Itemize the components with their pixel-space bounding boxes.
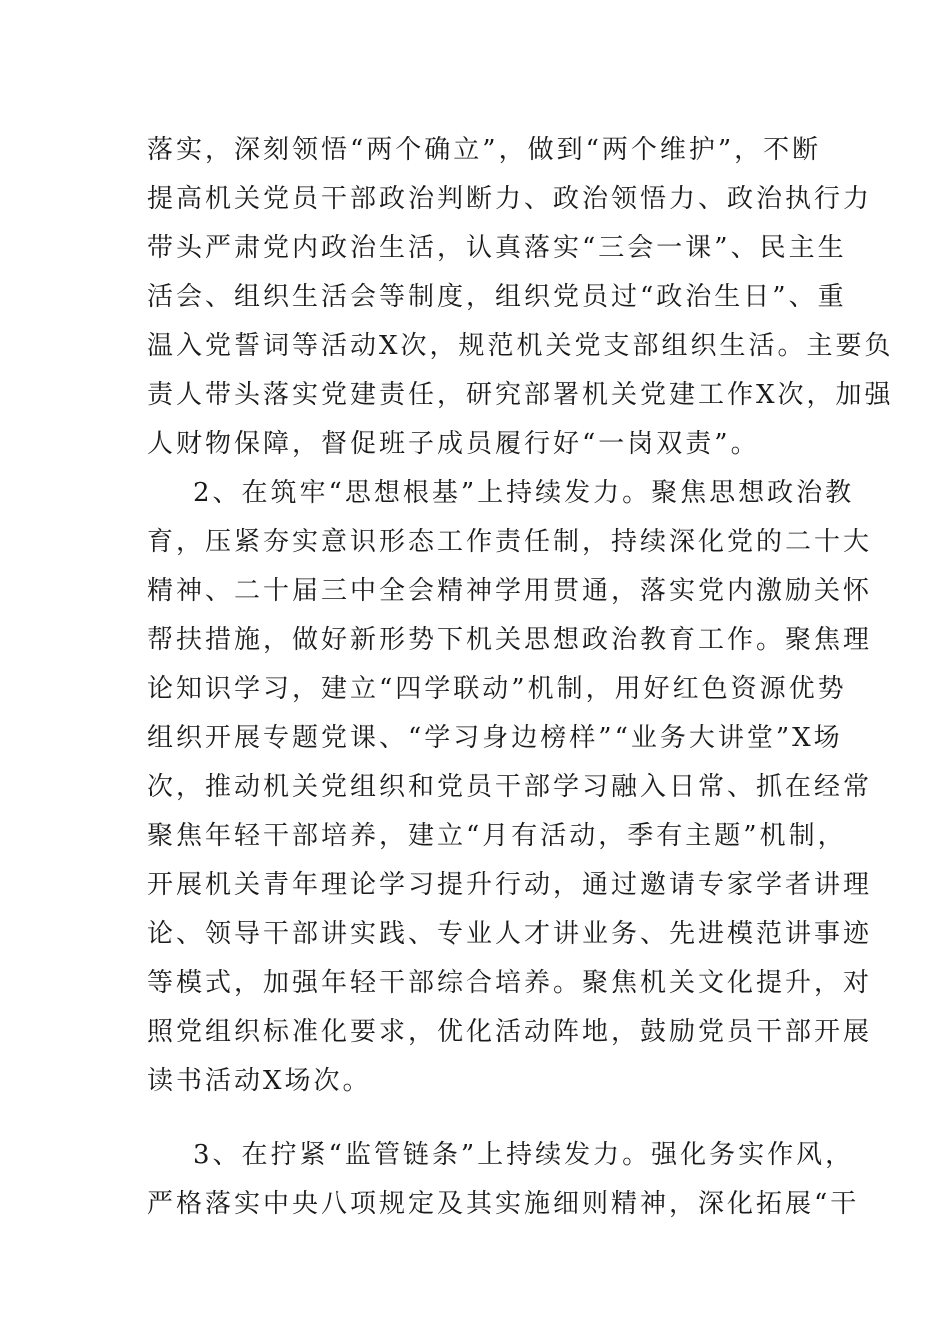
text-line: 温入党誓词等活动X次，规范机关党支部组织生活。主要负 — [147, 331, 894, 361]
text-line: 活会、组织生活会等制度，组织党员过“政治生日”、重 — [147, 282, 847, 312]
text-line: 读书活动X场次。 — [147, 1066, 372, 1096]
text-line: 论知识学习，建立“四学联动”机制，用好红色资源优势 — [147, 674, 847, 704]
paragraph-3-first-line: 3、在拧紧“监管链条”上持续发力。强化务实作风， — [193, 1140, 855, 1170]
text-line: 落实，深刻领悟“两个确立”，做到“两个维护”，不断 — [147, 135, 822, 165]
text-line: 严格落实中央八项规定及其实施细则精神，深化拓展“干 — [147, 1189, 860, 1219]
text-line: 精神、二十届三中全会精神学用贯通，落实党内激励关怀 — [147, 576, 873, 606]
text-line: 论、领导干部讲实践、专业人才讲业务、先进模范讲事迹 — [147, 919, 873, 949]
text-line: 照党组织标准化要求，优化活动阵地，鼓励党员干部开展 — [147, 1017, 873, 1047]
text-line: 聚焦年轻干部培养，建立“月有活动，季有主题”机制， — [147, 821, 847, 851]
text-line: 帮扶措施，做好新形势下机关思想政治教育工作。聚焦理 — [147, 625, 873, 655]
text-line: 育，压紧夯实意识形态工作责任制，持续深化党的二十大 — [147, 527, 873, 557]
paragraph-2-first-line: 2、在筑牢“思想根基”上持续发力。聚焦思想政治教 — [193, 478, 855, 508]
text-line: 等模式，加强年轻干部综合培养。聚焦机关文化提升，对 — [147, 968, 873, 998]
text-line: 人财物保障，督促班子成员履行好“一岗双责”。 — [147, 429, 760, 459]
text-line: 带头严肃党内政治生活，认真落实“三会一课”、民主生 — [147, 233, 847, 263]
text-line: 次，推动机关党组织和党员干部学习融入日常、抓在经常 — [147, 772, 873, 802]
text-line: 提高机关党员干部政治判断力、政治领悟力、政治执行力 — [147, 184, 873, 214]
text-line: 责人带头落实党建责任，研究部署机关党建工作X次，加强 — [147, 380, 894, 410]
text-line: 组织开展专题党课、“学习身边榜样”“业务大讲堂”X场 — [147, 723, 843, 753]
text-line: 开展机关青年理论学习提升行动，通过邀请专家学者讲理 — [147, 870, 873, 900]
